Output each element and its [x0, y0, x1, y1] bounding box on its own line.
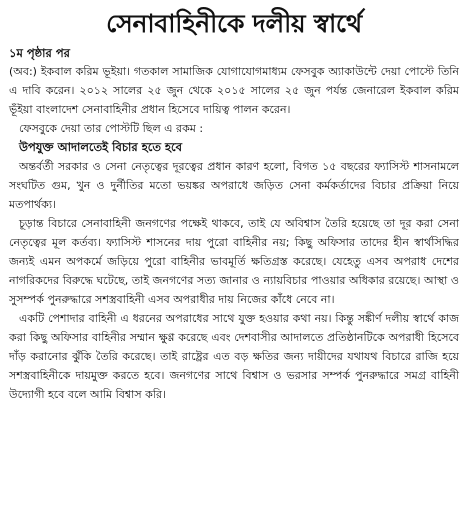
article-subheading: উপযুক্ত আদালতেই বিচার হতে হবে	[19, 140, 183, 154]
article-paragraph-4: চূড়ান্ত বিচারে সেনাবাহিনী জনগণের পক্ষেই থাকবে, তাই যে অবিশ্বাস তৈরি হয়েছে তা দূর করা সেনা নেতৃত্বের মূল কর্তব্য। ফ্যাসিস্ট শাসনের দায় পুরো বাহিনীর নয়; কিছু অফিসার তাদের হীন স্বার্থসিদ্ধির জন্যই এমন অপকর্মে জড়িয়ে পুরো বাহিনীর ভাবমূর্তি ক্ষতিগ্রস্ত করেছে। যেহেতু এসব অপরাধ দেশের নাগরিকদের বিরুদ্ধে ঘটেছে, তাই জনগণের সত্য জানার ও ন্যায়বিচার পাওয়ার অধিকার রয়েছে। আস্থা ও সুসম্পর্ক পুনরুদ্ধারে সশস্ত্রবাহিনী এসব অপরাধীর দায় নিজের কাঁধে নেবে না।	[9, 217, 459, 306]
article-paragraph-3: অন্তর্বর্তী সরকার ও সেনা নেতৃত্বের দূরত্বের প্রধান কারণ হলো, বিগত ১৫ বছরের ফ্যাসিস্ট শাসনামলে সংঘটিত গুম, খুন ও দুর্নীতির মতো ভয়ঙ্কর অপরাধে জড়িত সেনা কর্মকর্তাদের বিচার প্রক্রিয়া নিয়ে মতপার্থক্য।	[9, 160, 459, 211]
continued-from-label: ১ম পৃষ্ঠার পর	[9, 46, 70, 60]
article-headline: সেনাবাহিনীকে দলীয় স্বার্থে	[106, 9, 362, 38]
article-paragraph-2: ফেসবুকে দেয়া তার পোস্টটি ছিল এ রকম :	[19, 122, 204, 135]
article-paragraph-1: (অব:) ইকবাল করিম ভূইয়া। গতকাল সামাজিক যোগাযোগমাধ্যম ফেসবুক অ্যাকাউন্টে দেয়া পোস্টে তিনি এ দাবি করেন। ২০১২ সালের ২৫ জুন থেকে ২০১৫ সালের ২৫ জুন পর্যন্ত জেনারেল ইকবাল করিম ভূঁইয়া বাংলাদেশ সেনাবাহিনীর প্রধান হিসেবে দায়িত্ব পালন করেন।	[9, 65, 459, 116]
article-paragraph-5: একটি পেশাদার বাহিনী এ ধরনের অপরাধের সাথে যুক্ত হওয়ার কথা নয়। কিন্তু সঙ্কীর্ণ দলীয় স্বার্থে কাজ করা কিছু অফিসার বাহিনীর সম্মান ক্ষুণ্ণ করেছে এবং দেশবাসীর আদালতে প্রতিষ্ঠানটিকে অপরাধী হিসেবে দাঁড় করানোর ঝুঁকি তৈরি করেছে। তাই রাষ্ট্রের এত বড় ক্ষতির জন্য দায়ীদের যথাযথ বিচারে রাজি হয়ে সশস্ত্রবাহিনীকে দায়মুক্ত করতে হবে। জনগণের সাথে বিশ্বাস ও ভরসার সম্পর্ক পুনরুদ্ধারে সমগ্র বাহিনী উদ্যোগী হবে বলে আমি বিশ্বাস করি।	[9, 312, 459, 401]
